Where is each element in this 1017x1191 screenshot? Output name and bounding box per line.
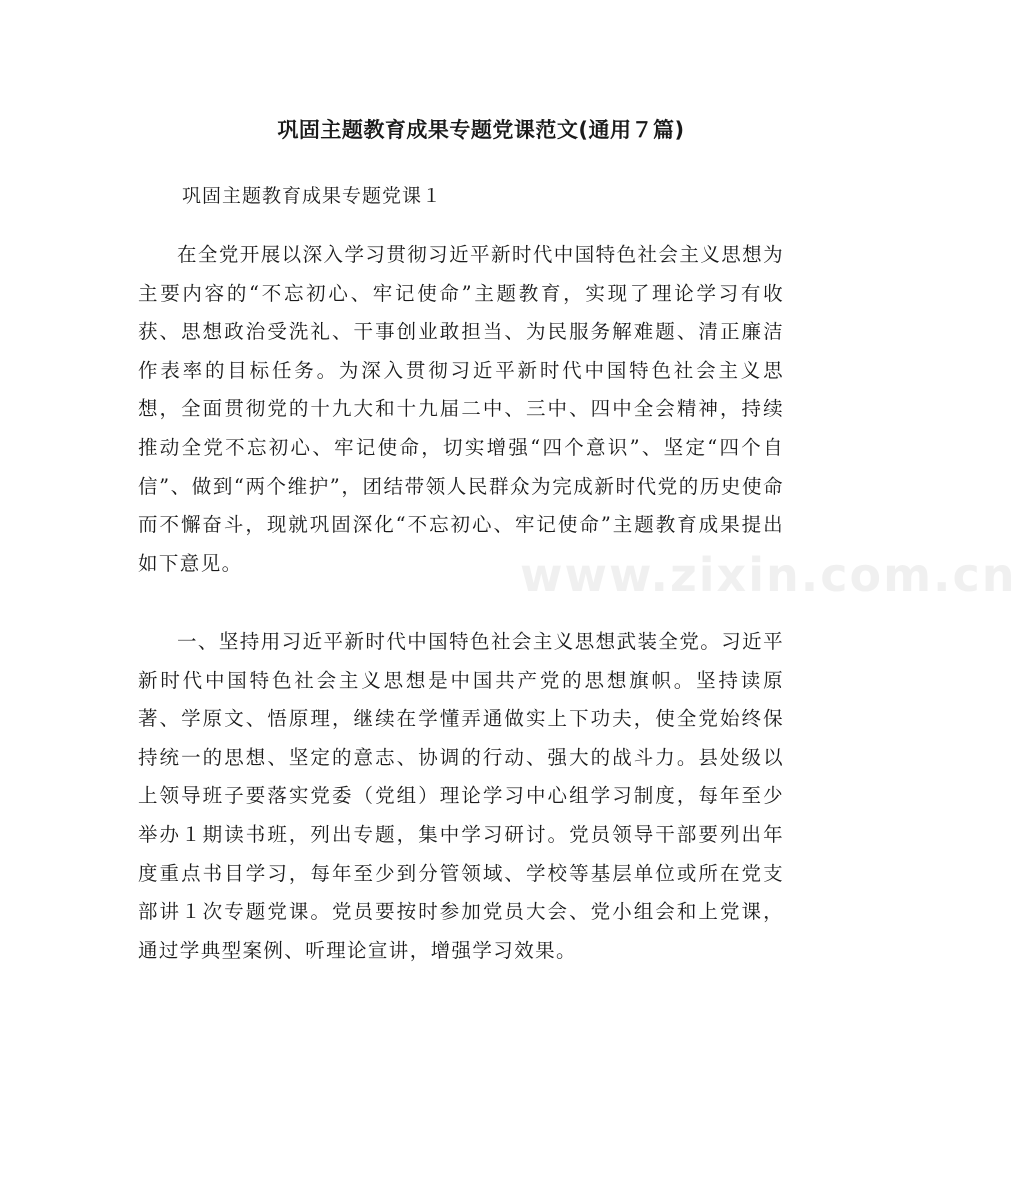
watermark: www.zixin.com.cn <box>520 548 1017 602</box>
body-paragraph-point-one: 一、坚持用习近平新时代中国特色社会主义思想武装全党。习近平新时代中国特色社会主义思想是中国共产党的思想旗帜。坚持读原著、学原文、悟原理，继续在学懂弄通做实上下功夫，使全党始终保持统一的思想、坚定的意志、协调的行动、强大的战斗力。县处级以上领导班子要落实党委（党组）理论学习中心组学习制度，每年至少举办１期读书班，列出专题，集中学习研讨。党员领导干部要列出年度重点书目学习，每年至少到分管领域、学校等基层单位或所在党支部讲１次专题党课。党员要按时参加党员大会、党小组会和上党课，通过学典型案例、听理论宣讲，增强学习效果。 <box>138 630 784 962</box>
body-paragraph-intro: 在全党开展以深入学习贯彻习近平新时代中国特色社会主义思想为主要内容的“不忘初心、牢记使命”主题教育，实现了理论学习有收获、思想政治受洗礼、干事创业敢担当、为民服务解难题、清正廉洁作表率的目标任务。为深入贯彻习近平新时代中国特色社会主义思想，全面贯彻党的十九大和十九届二中、三中、四中全会精神，持续推动全党不忘初心、牢记使命，切实增强“四个意识”、坚定“四个自信”、做到“两个维护”，团结带领人民群众为完成新时代党的历史使命而不懈奋斗，现就巩固深化“不忘初心、牢记使命”主题教育成果提出如下意见。 <box>138 243 784 575</box>
document-title: 巩固主题教育成果专题党课范文(通用７篇) <box>277 118 685 142</box>
section-subtitle: 巩固主题教育成果专题党课１ <box>182 185 443 207</box>
